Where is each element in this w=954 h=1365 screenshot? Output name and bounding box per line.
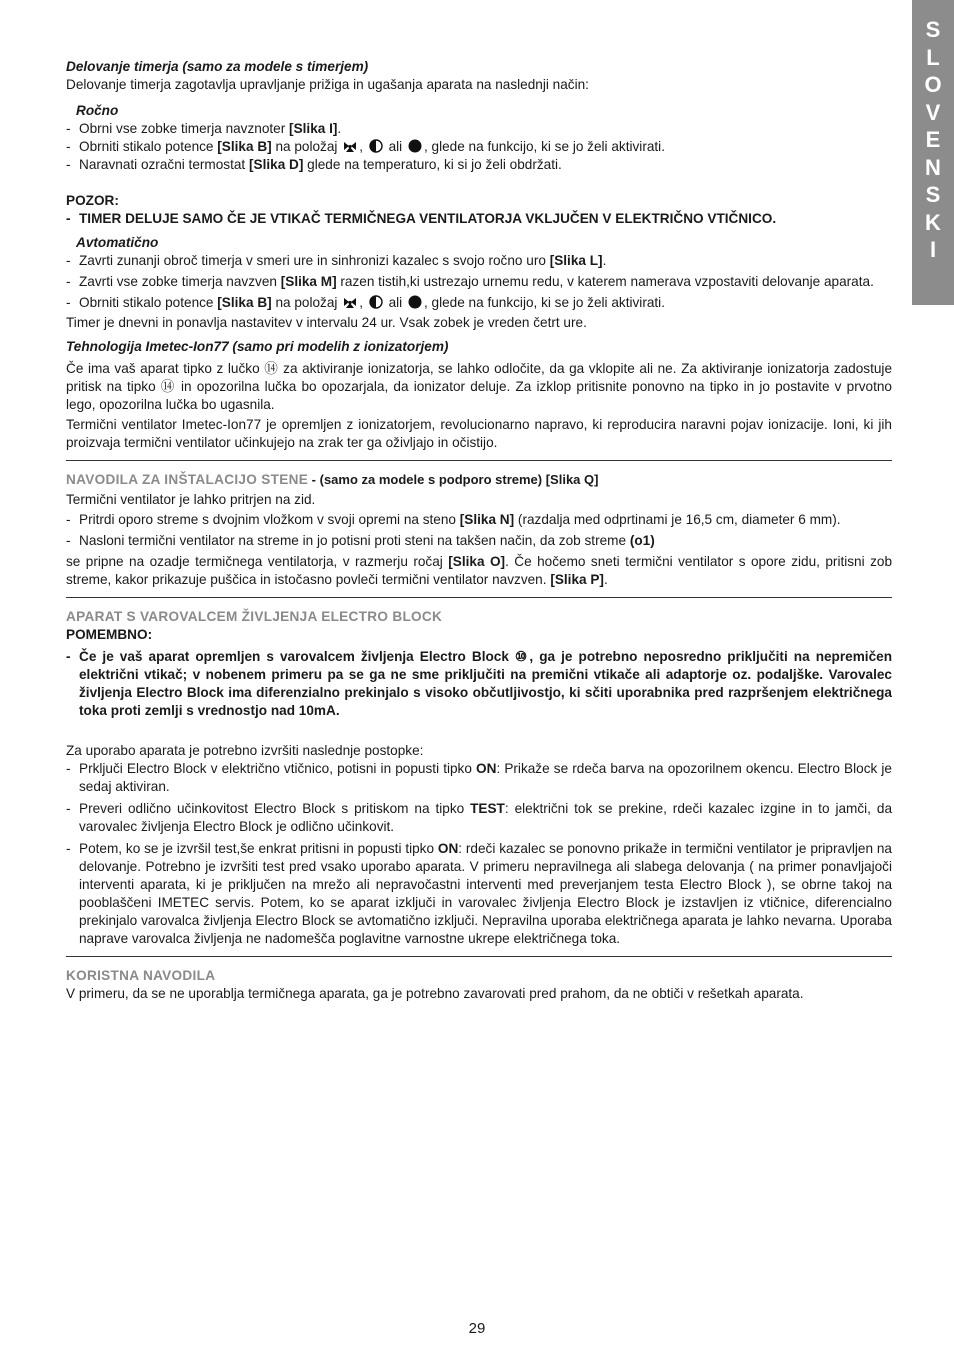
list-item: - Pritrdi oporo streme s dvojnim vložkom v svoji opremi na steno [Slika N] (razdalja med odprtinami je 16,5 cm, diameter 6 mm). bbox=[66, 511, 892, 529]
section-divider bbox=[66, 597, 892, 598]
full-power-icon bbox=[408, 139, 422, 153]
list-item: - Prključi Electro Block v električno vtičnico, potisni in popusti tipko ON: Prikaže se rdeča barva na opozorilnem okencu. Electro Block je sedaj aktiviran. bbox=[66, 760, 892, 796]
ionizer-paragraph: Termični ventilator Imetec-Ion77 je opremljen z ionizatorjem, revolucionarno napravo, ki reproducira naravni pojav ionizacije. Ioni, ki jih proizvaja termični ventilator učinkujejo na zrak ter ga oživljajo in očistijo. bbox=[66, 417, 892, 450]
list-item: - Potem, ko se je izvršil test,še enkrat pritisni in popusti tipko ON: rdeči kazalec se ponovno prikaže in termični ventilator je pripravljen na delovanje. Potrebno je izvršiti test pred vsako uporabo aparata. V primeru nepravilnega ali slabega delovanja ( na primer ponavljajoči interventi aparata, ki je priključen na mrežo ali nepravočastni interventi med preverjanjem testa Electro Block ), se obrne takoj na pooblaščeni IMETEC servis. Potem, ko se aparat izključi in varovalec življenja Electro Block je izstavljen iz vtičnice, diferencialno prekinjalo varovalca življenja Electro Block se avtomatično izključi. Nepravilna uporaba električnega aparata je lahko nevarna. Uporaba naprave varovalca življenja ne nadomešča poglavitne varnostne ukrepe električnega toka. bbox=[66, 840, 892, 948]
list-item: - Obrniti stikalo potence [Slika B] na položaj , ali , glede na funkcijo, ki se jo želi aktivirati. bbox=[66, 294, 892, 312]
side-tab-letter: I bbox=[929, 237, 937, 262]
side-tab-letter: K bbox=[925, 209, 941, 235]
steps-intro: Za uporabo aparata je potrebno izvršiti naslednje postopke: bbox=[66, 743, 424, 758]
section-divider bbox=[66, 460, 892, 461]
important-title: POMEMBNO: bbox=[66, 627, 153, 642]
list-item: - Preveri odlično učinkovitost Electro Block s pritiskom na tipko TEST: električni tok se prekine, rdeči kazalec izgine in to jamči, da varovalec življenja Electro Block je odlično učinkovit. bbox=[66, 800, 892, 836]
list-item: - Obrni vse zobke timerja navznoter [Slika I]. bbox=[66, 120, 892, 138]
wall-intro: Termični ventilator je lahko pritrjen na zid. bbox=[66, 492, 316, 507]
ionizer-section-title: Tehnologija Imetec-Ion77 (samo pri modelih z ionizatorjem) bbox=[66, 339, 449, 354]
fan-icon bbox=[343, 297, 357, 309]
warning-title: POZOR: bbox=[66, 193, 119, 208]
fan-icon bbox=[343, 141, 357, 153]
auto-list bbox=[66, 252, 892, 312]
list-item: - Nasloni termični ventilator na streme in jo potisni proti steni na takšen način, da zob streme (o1) bbox=[66, 532, 892, 550]
ionizer-paragraph: Če ima vaš aparat tipko z lučko ⑭ za aktiviranje ionizatorja, se lahko odločite, da ga vklopite ali ne. Za aktiviranje ionizatorja zadostuje pritisk na tipko ⑭ in opozorilna lučka bo opozarjala, da ionizator deluje. Za izklop pritisnite ponovno na tipko in jo postavite v prvotno lego, opozorilna lučka bo ugasnila. bbox=[66, 361, 892, 412]
half-power-icon bbox=[369, 139, 383, 153]
language-side-tab bbox=[912, 0, 954, 305]
auto-note: Timer je dnevni in ponavlja nastavitev v intervalu 24 ur. Vsak zobek je vreden četrt ure. bbox=[66, 315, 587, 330]
list-item: - Obrniti stikalo potence [Slika B] na položaj , ali , glede na funkcijo, ki se jo želi aktivirati. bbox=[66, 138, 892, 156]
list-item: - Naravnati ozračni termostat [Slika D] glede na temperaturo, ki si jo želi obdržati. bbox=[66, 156, 892, 174]
timer-intro: Delovanje timerja zagotavlja upravljanje prižiga in ugašanja aparata na naslednji način: bbox=[66, 77, 589, 92]
side-tab-letter: L bbox=[926, 44, 940, 70]
side-tab-letter: N bbox=[925, 154, 941, 180]
full-power-icon bbox=[408, 295, 422, 309]
page-number: 29 bbox=[468, 1320, 486, 1337]
tips-section-title: KORISTNA NAVODILA bbox=[66, 968, 216, 983]
timer-section-title: Delovanje timerja (samo za modele s timerjem) bbox=[66, 59, 369, 74]
wall-section-title: NAVODILA ZA INŠTALACIJO STENE - (samo za modele s podporo streme) [Slika Q] bbox=[66, 472, 599, 487]
side-tab-letter: E bbox=[925, 127, 941, 152]
manual-list bbox=[66, 120, 892, 174]
wall-list bbox=[66, 511, 892, 550]
wall-paragraph: se pripne na ozadje termičnega ventilatorja, v razmerju ročaj [Slika O]. Če hočemo sneti termični ventilator s opore zidu, pritisni zob streme, kakor prikazuje puščica in istočasno povleči termični ventilator navzven. [Slika P]. bbox=[66, 554, 892, 587]
tips-text: V primeru, da se ne uporablja termičnega aparata, ga je potrebno zavarovati pred prahom, da ne obtiči v rešetkah aparata. bbox=[66, 986, 804, 1001]
side-tab-letter: O bbox=[924, 72, 942, 97]
half-power-icon bbox=[369, 295, 383, 309]
electro-section-title: APARAT S VAROVALCEM ŽIVLJENJA ELECTRO BLOCK bbox=[66, 609, 443, 624]
warning-list bbox=[66, 210, 892, 228]
section-divider bbox=[66, 956, 892, 957]
list-item: - Zavrti vse zobke timerja navzven [Slika M] razen tistih,ki ustrezajo urnemu redu, v katerem namerava vzpostaviti delovanje aparata. bbox=[66, 273, 892, 291]
document-body bbox=[66, 58, 892, 1003]
auto-subtitle: Avtomatično bbox=[76, 235, 159, 250]
list-item: - Zavrti zunanji obroč timerja v smeri ure in sinhronizi kazalec s svojo ročno uro [Slika L]. bbox=[66, 252, 892, 270]
side-tab-letter: S bbox=[925, 182, 941, 207]
side-tab-letter: V bbox=[925, 99, 941, 125]
important-text: - Če je vaš aparat opremljen s varovalcem življenja Electro Block ⑩, ga je potrebno neposredno priključiti na nepremičen električni vtikač; v nobenem primeru pa se ga ne sme priključiti na premični vtikače ali adaptorje oz. podaljške. Varovalec življenja Electro Block ima diferenzialno prekinjalo s visoko občutljivostjo, ki sčiti uporabnika pred razpršenjem električnega toka proti zemlji s vrednostjo nad 10mA. bbox=[66, 648, 892, 720]
manual-subtitle: Ročno bbox=[76, 103, 119, 118]
side-tab-letter: S bbox=[925, 17, 941, 42]
important-list bbox=[66, 648, 892, 720]
warning-text: - TIMER DELUJE SAMO ČE JE VTIKAČ TERMIČNEGA VENTILATORJA VKLJUČEN V ELEKTRIČNO VTIČNICO. bbox=[66, 210, 892, 228]
steps-list bbox=[66, 760, 892, 948]
